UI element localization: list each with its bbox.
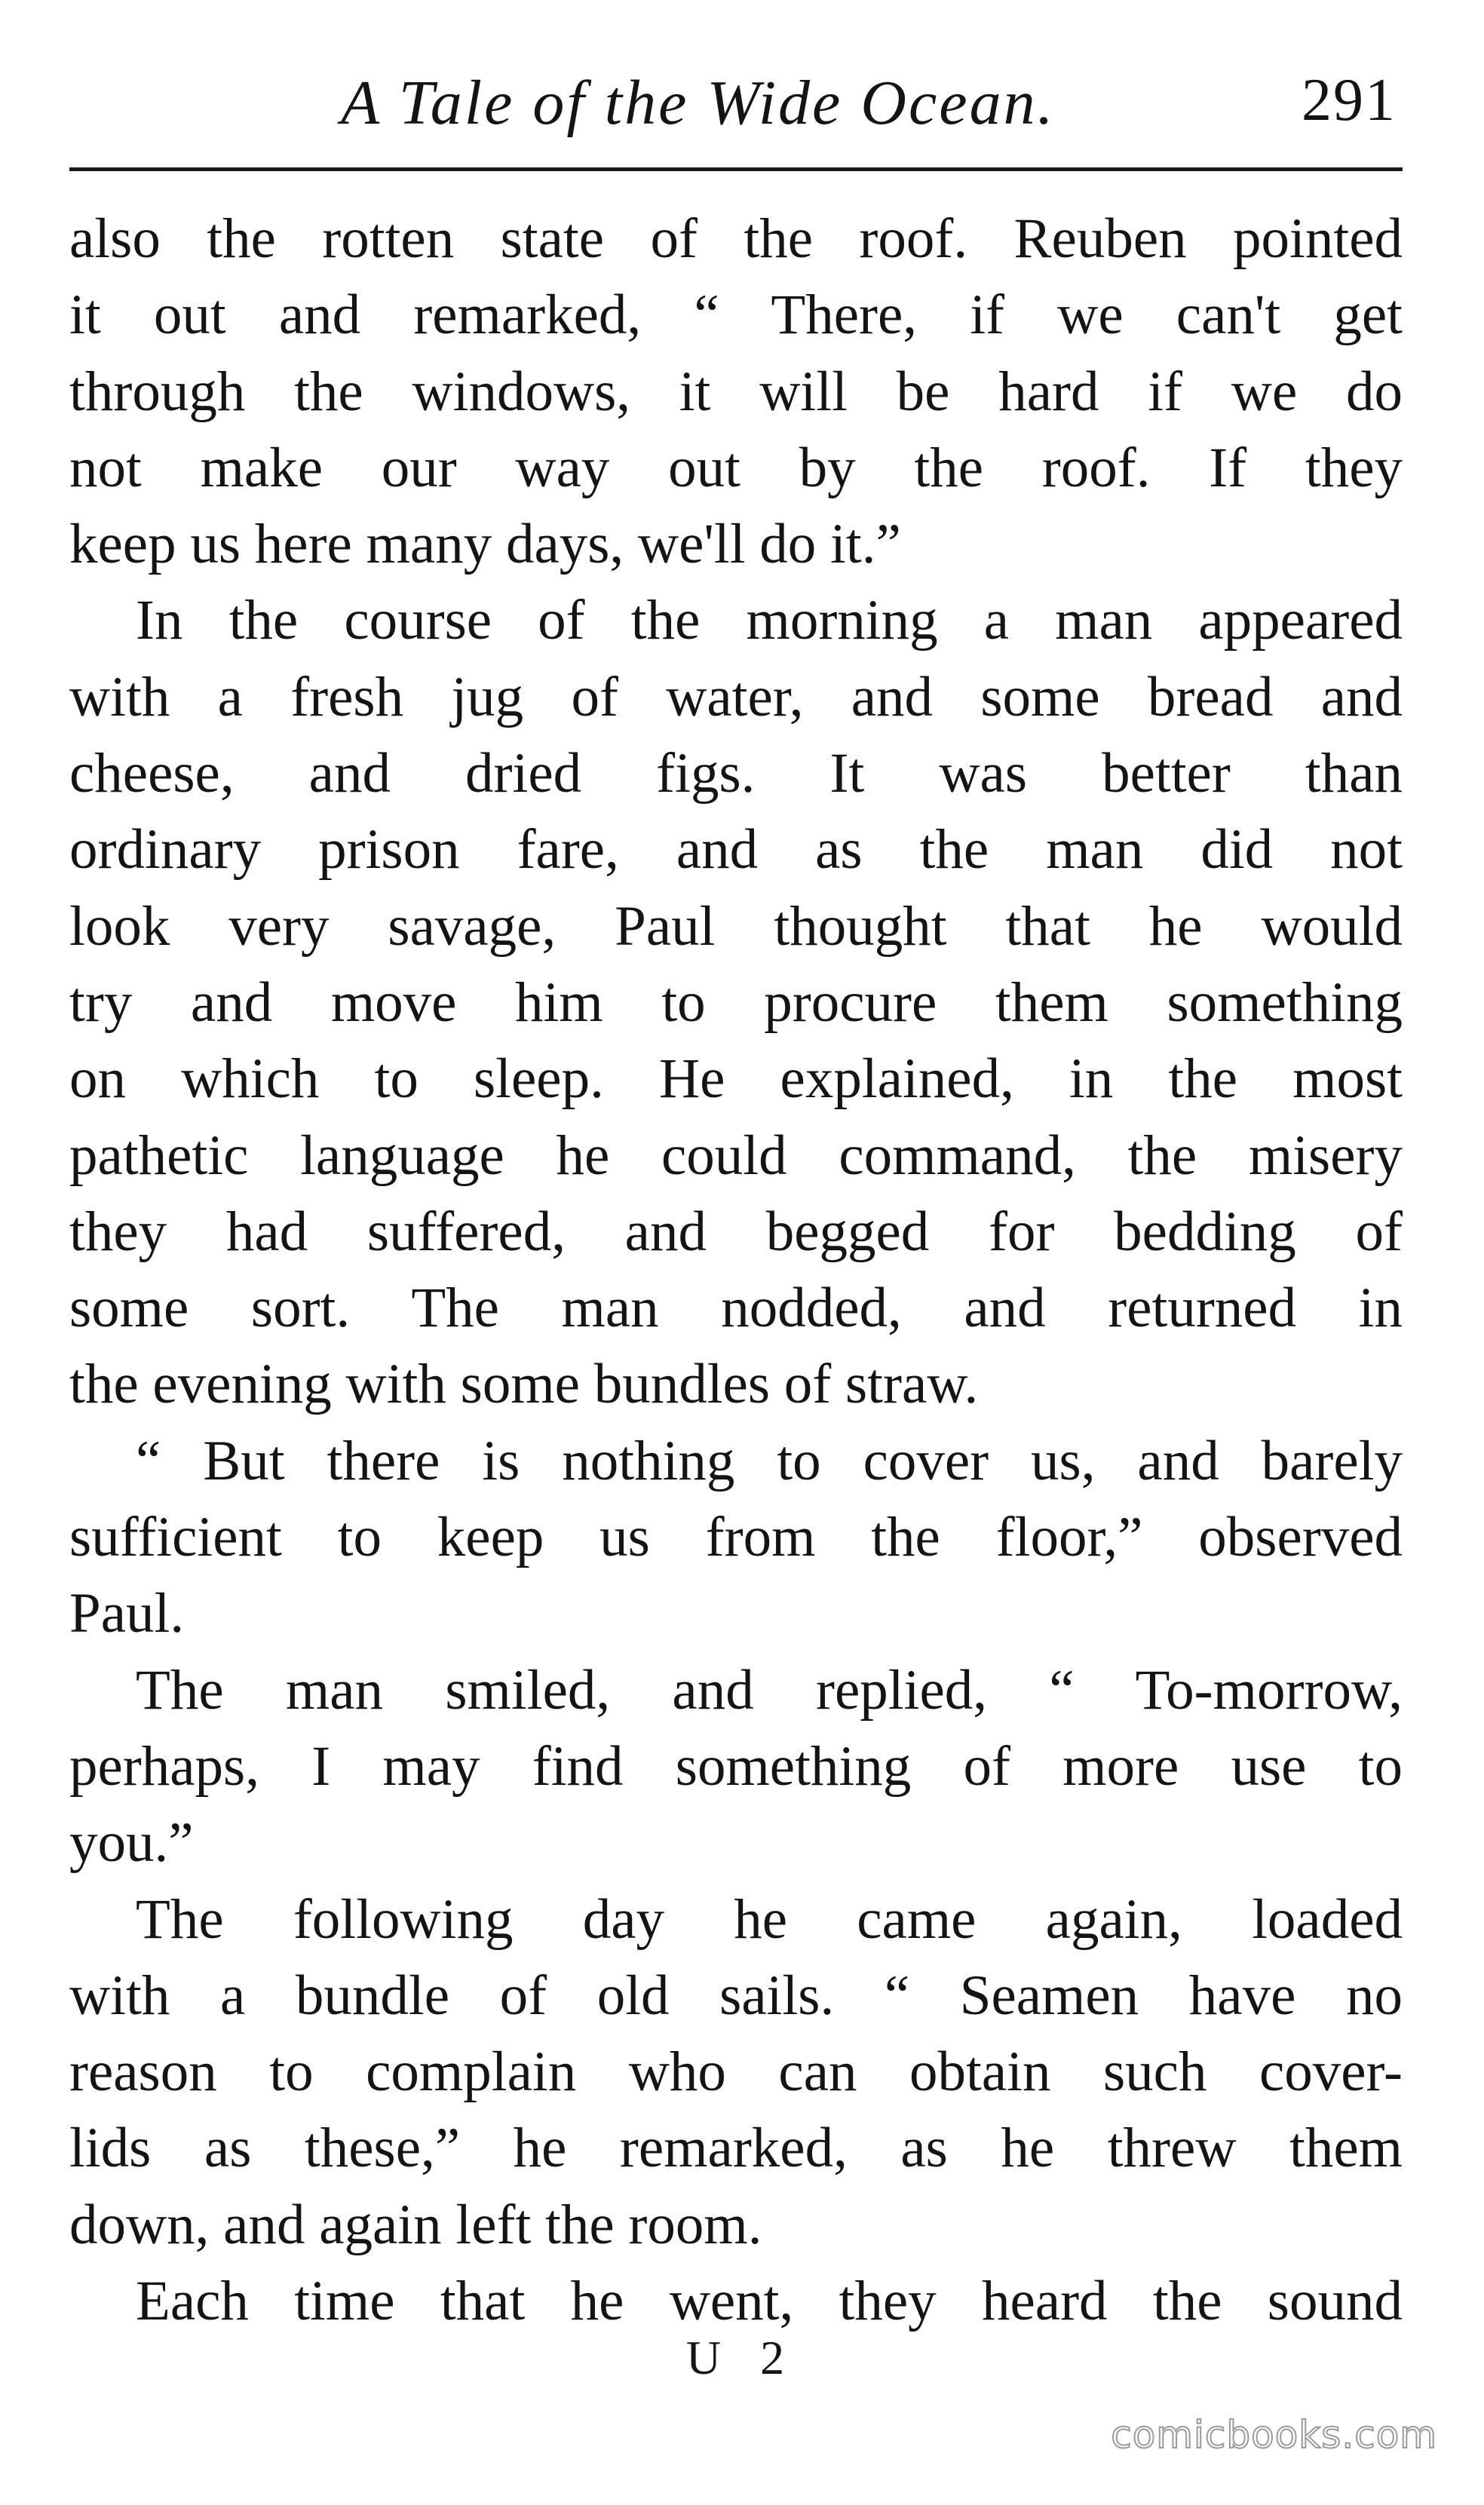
text-line: “ But there is nothing to cover us, and barely	[136, 1429, 1403, 1492]
text-line: the evening with some bundles of straw.	[69, 1353, 979, 1416]
page-number: 291	[1302, 67, 1397, 133]
text-line: In the course of the morning a man appeared	[136, 589, 1403, 652]
text-line: Paul.	[69, 1582, 185, 1645]
text-line: try and move him to procure them something	[69, 970, 1403, 1034]
text-line: also the rotten state of the roof. Reuben pointed	[69, 207, 1403, 270]
signature-mark: U 2	[685, 2331, 799, 2384]
text-line: The man smiled, and replied, “ To-morrow,	[136, 1658, 1403, 1722]
text-line: with a bundle of old sails. “ Seamen have no	[69, 1964, 1403, 2027]
text-line: they had suffered, and begged for bedding of	[69, 1200, 1403, 1263]
text-line: with a fresh jug of water, and some bread and	[69, 665, 1403, 728]
text-line: you.”	[69, 1811, 194, 1875]
body-text	[69, 201, 1403, 2339]
text-line: sufficient to keep us from the floor,” observed	[69, 1506, 1403, 1569]
text-line: through the windows, it will be hard if we do	[69, 360, 1403, 423]
running-head	[69, 66, 1397, 149]
text-line: not make our way out by the roof. If they	[69, 436, 1403, 499]
text-line: look very savage, Paul thought that he would	[69, 894, 1403, 958]
text-line: lids as these,” he remarked, as he threw them	[69, 2117, 1403, 2180]
text-line: it out and remarked, “ There, if we can't get	[69, 284, 1403, 347]
text-line: reason to complain who can obtain such cover-	[69, 2040, 1403, 2104]
text-line: keep us here many days, we'll do it.”	[69, 513, 901, 576]
text-line: down, and again left the room.	[69, 2193, 762, 2256]
text-line: cheese, and dried figs. It was better than	[69, 742, 1403, 805]
text-line: some sort. The man nodded, and returned in	[69, 1277, 1403, 1340]
header-rule	[69, 167, 1403, 171]
watermark: comicbooks.com	[1111, 2413, 1437, 2457]
text-line: ordinary prison fare, and as the man did not	[69, 818, 1403, 882]
text-line: on which to sleep. He explained, in the most	[69, 1047, 1403, 1111]
text-line: Each time that he went, they heard the sound	[136, 2270, 1403, 2333]
running-title: A Tale of the Wide Ocean.	[341, 68, 1056, 138]
text-line: The following day he came again, loaded	[136, 1887, 1403, 1951]
text-line: pathetic language he could command, the misery	[69, 1124, 1403, 1187]
text-line: perhaps, I may find something of more use to	[69, 1734, 1403, 1798]
